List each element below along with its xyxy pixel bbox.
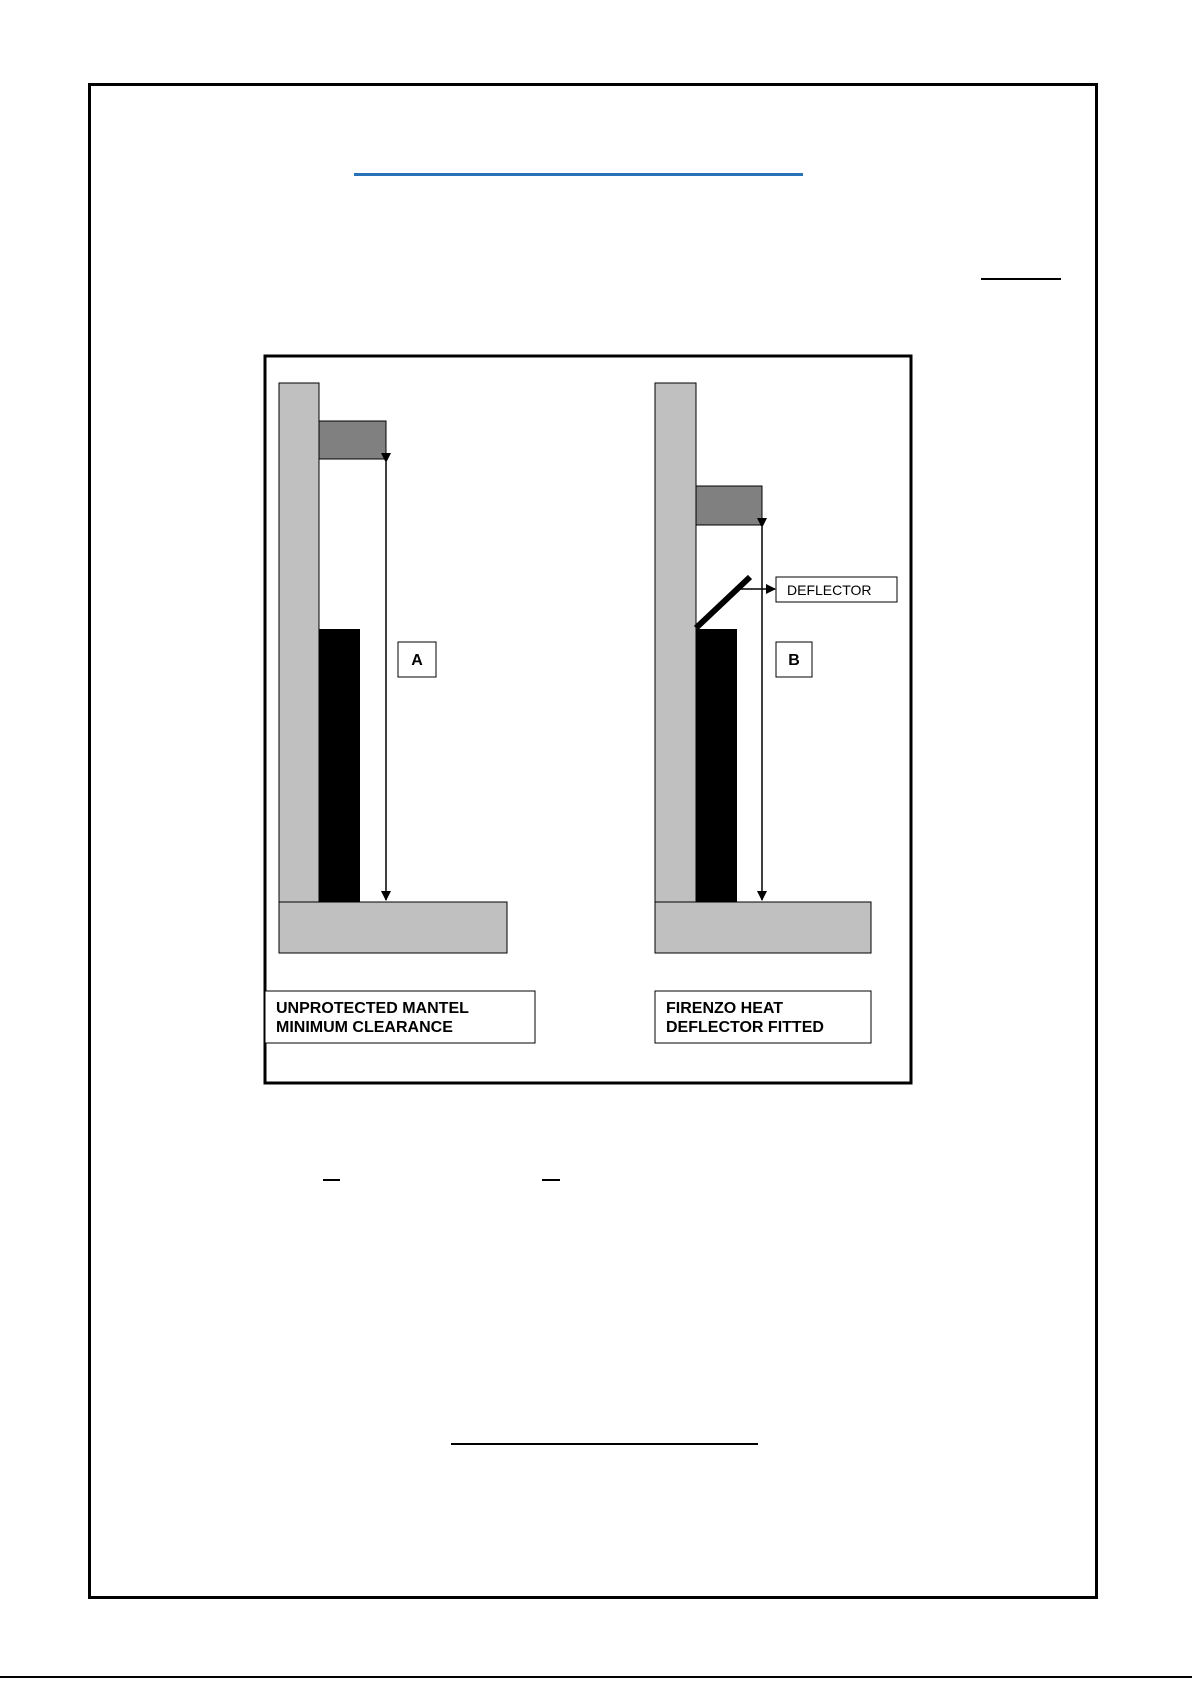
left-mantel — [319, 421, 386, 459]
right-caption-line2: DEFLECTOR FITTED — [666, 1019, 824, 1036]
right-caption-line1: FIRENZO HEAT — [666, 1000, 784, 1017]
right-mantel — [696, 486, 762, 525]
right-hearth — [655, 902, 871, 953]
dimension-label-a: A — [411, 652, 423, 669]
dimension-label-b: B — [788, 652, 800, 669]
left-fire — [319, 629, 360, 903]
left-caption-line2: MINIMUM CLEARANCE — [276, 1019, 453, 1036]
right-wall — [655, 383, 696, 903]
page-bottom-edge — [0, 1676, 1192, 1678]
diagram-frame — [265, 356, 911, 1083]
deflector-callout: DEFLECTOR — [787, 582, 872, 598]
left-wall — [279, 383, 319, 903]
left-hearth — [279, 902, 507, 953]
right-fire — [696, 629, 737, 903]
left-caption-line1: UNPROTECTED MANTEL — [276, 1000, 469, 1017]
